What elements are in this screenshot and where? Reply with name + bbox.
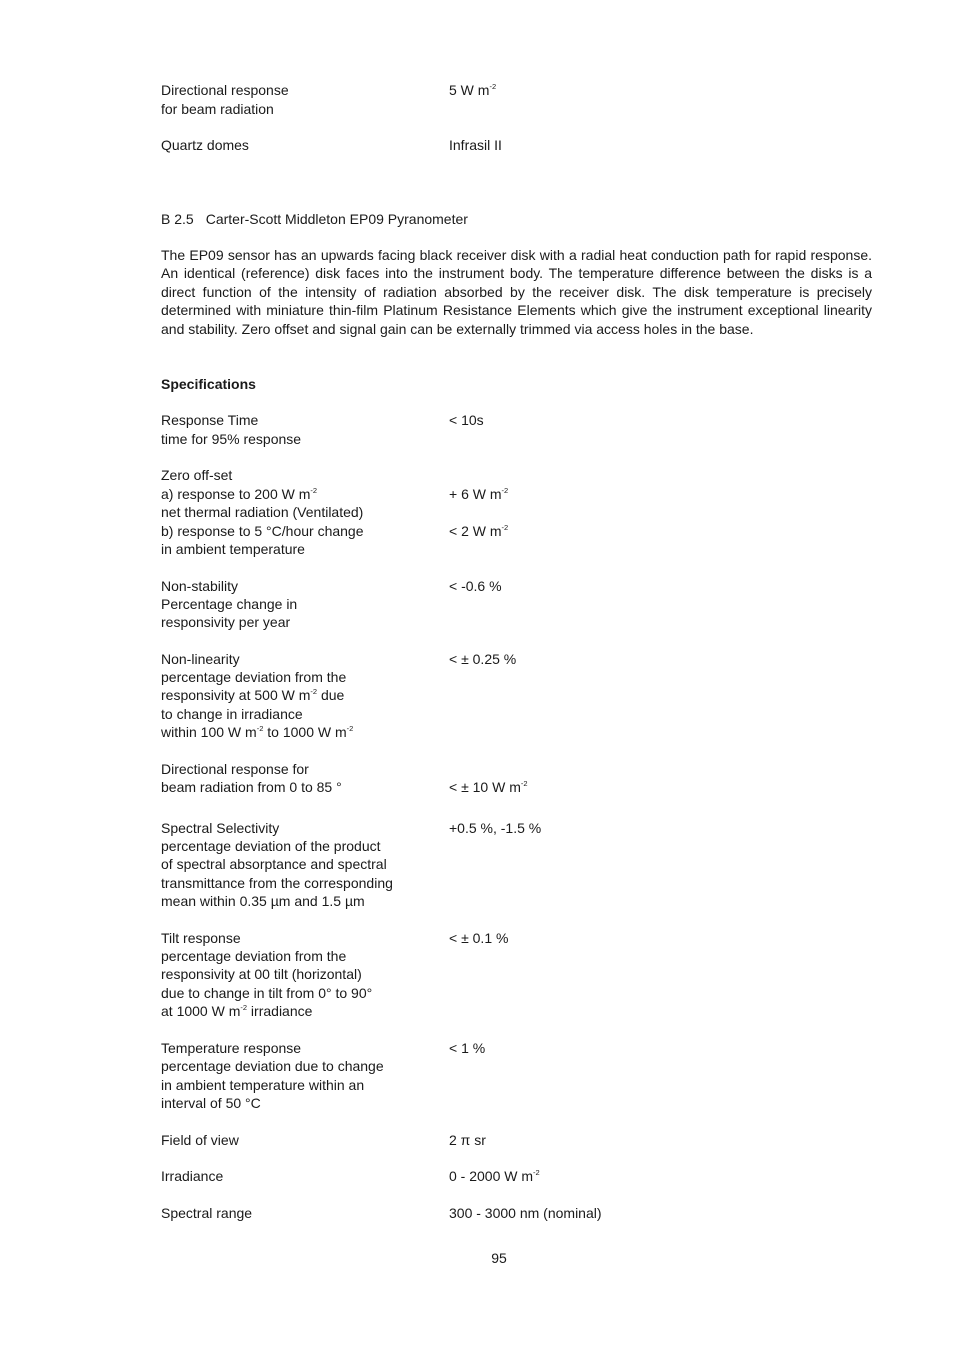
spec-row-directional-response-value	[0, 778, 954, 797]
spec-row-zero-offset	[0, 466, 954, 485]
section-number: B 2.5	[161, 211, 194, 227]
spec-label: beam radiation from 0 to 85 °	[161, 779, 342, 795]
spec-label: percentage deviation from the	[161, 669, 347, 685]
spec-row-temperature-response	[0, 1039, 954, 1058]
spec-label: Response Time	[161, 412, 259, 428]
spec-row-directional-response	[0, 760, 954, 779]
spec-value: < 1 %	[449, 1040, 486, 1056]
section-paragraph: The EP09 sensor has an upwards facing black receiver disk with a radial heat conduction path for rapid response. An identical (reference) disk faces into the instrument body. The temperature difference between the disks is a direct function of the intensity of radiation absorbed by the receiver disk. The disk temperature is precisely determined with miniature thin-film Platinum Resistance Elements which give the instrument exceptional linearity and stability. Zero offset and signal gain can be externally trimmed via access holes in the base.	[161, 247, 872, 337]
spec-value: < -0.6 %	[449, 578, 502, 594]
spec-label: due to change in tilt from 0° to 90°	[161, 985, 373, 1001]
spec-label: mean within 0.35 µm and 1.5 µm	[161, 893, 365, 909]
spec-label: percentage deviation of the product	[161, 838, 381, 854]
spec-row-zero-offset-a	[0, 485, 954, 504]
spec-value: Infrasil II	[449, 137, 502, 153]
spec-row-label-line	[0, 503, 954, 522]
spec-row-label-line	[0, 705, 954, 724]
spec-row-label-line	[0, 723, 954, 742]
spec-row-label-line	[0, 947, 954, 966]
spec-label: at 1000 W $m^{-2}$ irradiance	[161, 1003, 313, 1019]
spec-row-label-line	[0, 855, 954, 874]
spec-label: percentage deviation due to change	[161, 1058, 384, 1074]
section-title: Carter-Scott Middleton EP09 Pyranometer	[205, 211, 468, 227]
spec-row-label-line	[0, 1002, 954, 1021]
spec-label: percentage deviation from the	[161, 948, 347, 964]
spec-row-label-line	[0, 430, 954, 449]
spec-value: < 2 W $m^{-2}$	[449, 523, 509, 539]
specifications-heading: Specifications	[161, 376, 256, 392]
spec-row-label-line	[0, 874, 954, 893]
spec-label: responsivity at 500 W $m^{-2}$ due	[161, 687, 345, 703]
spec-label: Temperature response	[161, 1040, 302, 1056]
spec-label: Quartz domes	[161, 137, 249, 153]
spec-row-label-line	[0, 100, 954, 119]
spec-row-label-line	[0, 1057, 954, 1076]
spec-value: 300 - 3000 nm (nominal)	[449, 1205, 602, 1221]
spec-label: within 100 W $m^{-2}$ to 1000 W $m^{-2}$	[161, 724, 354, 740]
spec-label: of spectral absorptance and spectral	[161, 856, 387, 872]
spec-value: < 10s	[449, 412, 484, 428]
spec-row-label-line	[0, 1094, 954, 1113]
spec-label: a) response to 200 W $m^{-2}$	[161, 486, 318, 502]
spec-label: responsivity per year	[161, 614, 291, 630]
spec-row-label-line	[0, 540, 954, 559]
spec-row-zero-offset-b	[0, 522, 954, 541]
spec-row-response-time	[0, 411, 954, 430]
section-heading	[161, 210, 468, 228]
spec-label: transmittance from the corresponding	[161, 875, 393, 891]
spec-label: to change in irradiance	[161, 706, 303, 722]
spec-label: Spectral range	[161, 1205, 253, 1221]
spec-row-label-line	[0, 965, 954, 984]
spec-label: Irradiance	[161, 1168, 224, 1184]
spec-label: Directional response for	[161, 761, 309, 777]
spec-label: b) response to 5 °C/hour change	[161, 523, 364, 539]
spec-value: + 6 W $m^{-2}$	[449, 486, 509, 502]
spec-row-label-line	[0, 595, 954, 614]
spec-label: time for 95% response	[161, 431, 302, 447]
spec-value: 2 π sr	[449, 1132, 486, 1148]
spec-row-non-stability	[0, 577, 954, 596]
spec-row-label-line	[0, 668, 954, 687]
spec-label: Field of view	[161, 1132, 239, 1148]
spec-row-label-line	[0, 892, 954, 911]
spec-value: 5 W $m^{-2}$	[449, 82, 497, 98]
spec-label: interval of 50 °C	[161, 1095, 261, 1111]
spec-label: responsivity at 00 tilt (horizontal)	[161, 966, 362, 982]
spec-value: +0.5 %, -1.5 %	[449, 820, 542, 836]
spec-value: 0 - 2000 W $m^{-2}$	[449, 1168, 540, 1184]
spec-row-spectral-range	[0, 1204, 954, 1223]
spec-value: < ± 10 W $m^{-2}$	[449, 779, 528, 795]
page-number: 95	[491, 1250, 507, 1266]
spec-label: Non-linearity	[161, 651, 240, 667]
spec-row-label-line	[0, 984, 954, 1003]
spec-label: net thermal radiation (Ventilated)	[161, 504, 364, 520]
spec-row-tilt-response	[0, 929, 954, 948]
spec-label: for beam radiation	[161, 101, 274, 117]
spec-row-irradiance	[0, 1167, 954, 1186]
spec-row-non-linearity	[0, 650, 954, 669]
spec-label: in ambient temperature within an	[161, 1077, 365, 1093]
spec-row-label-line	[0, 686, 954, 705]
spec-label: Non-stability	[161, 578, 239, 594]
spec-value: < ± 0.1 %	[449, 930, 509, 946]
spec-label: Zero off-set	[161, 467, 233, 483]
spec-label: Spectral Selectivity	[161, 820, 280, 836]
spec-row-label-line	[0, 613, 954, 632]
spec-label: Directional response	[161, 82, 289, 98]
spec-label: Tilt response	[161, 930, 241, 946]
spec-row-label-line	[0, 1076, 954, 1095]
spec-row-label-line	[0, 837, 954, 856]
spec-row-quartz-domes	[0, 136, 954, 155]
spec-row-field-of-view	[0, 1131, 954, 1150]
spec-label: Percentage change in	[161, 596, 298, 612]
spec-row-directional-response-beam	[0, 81, 954, 100]
spec-label: in ambient temperature	[161, 541, 305, 557]
spec-row-spectral-selectivity	[0, 819, 954, 838]
spec-value: < ± 0.25 %	[449, 651, 517, 667]
